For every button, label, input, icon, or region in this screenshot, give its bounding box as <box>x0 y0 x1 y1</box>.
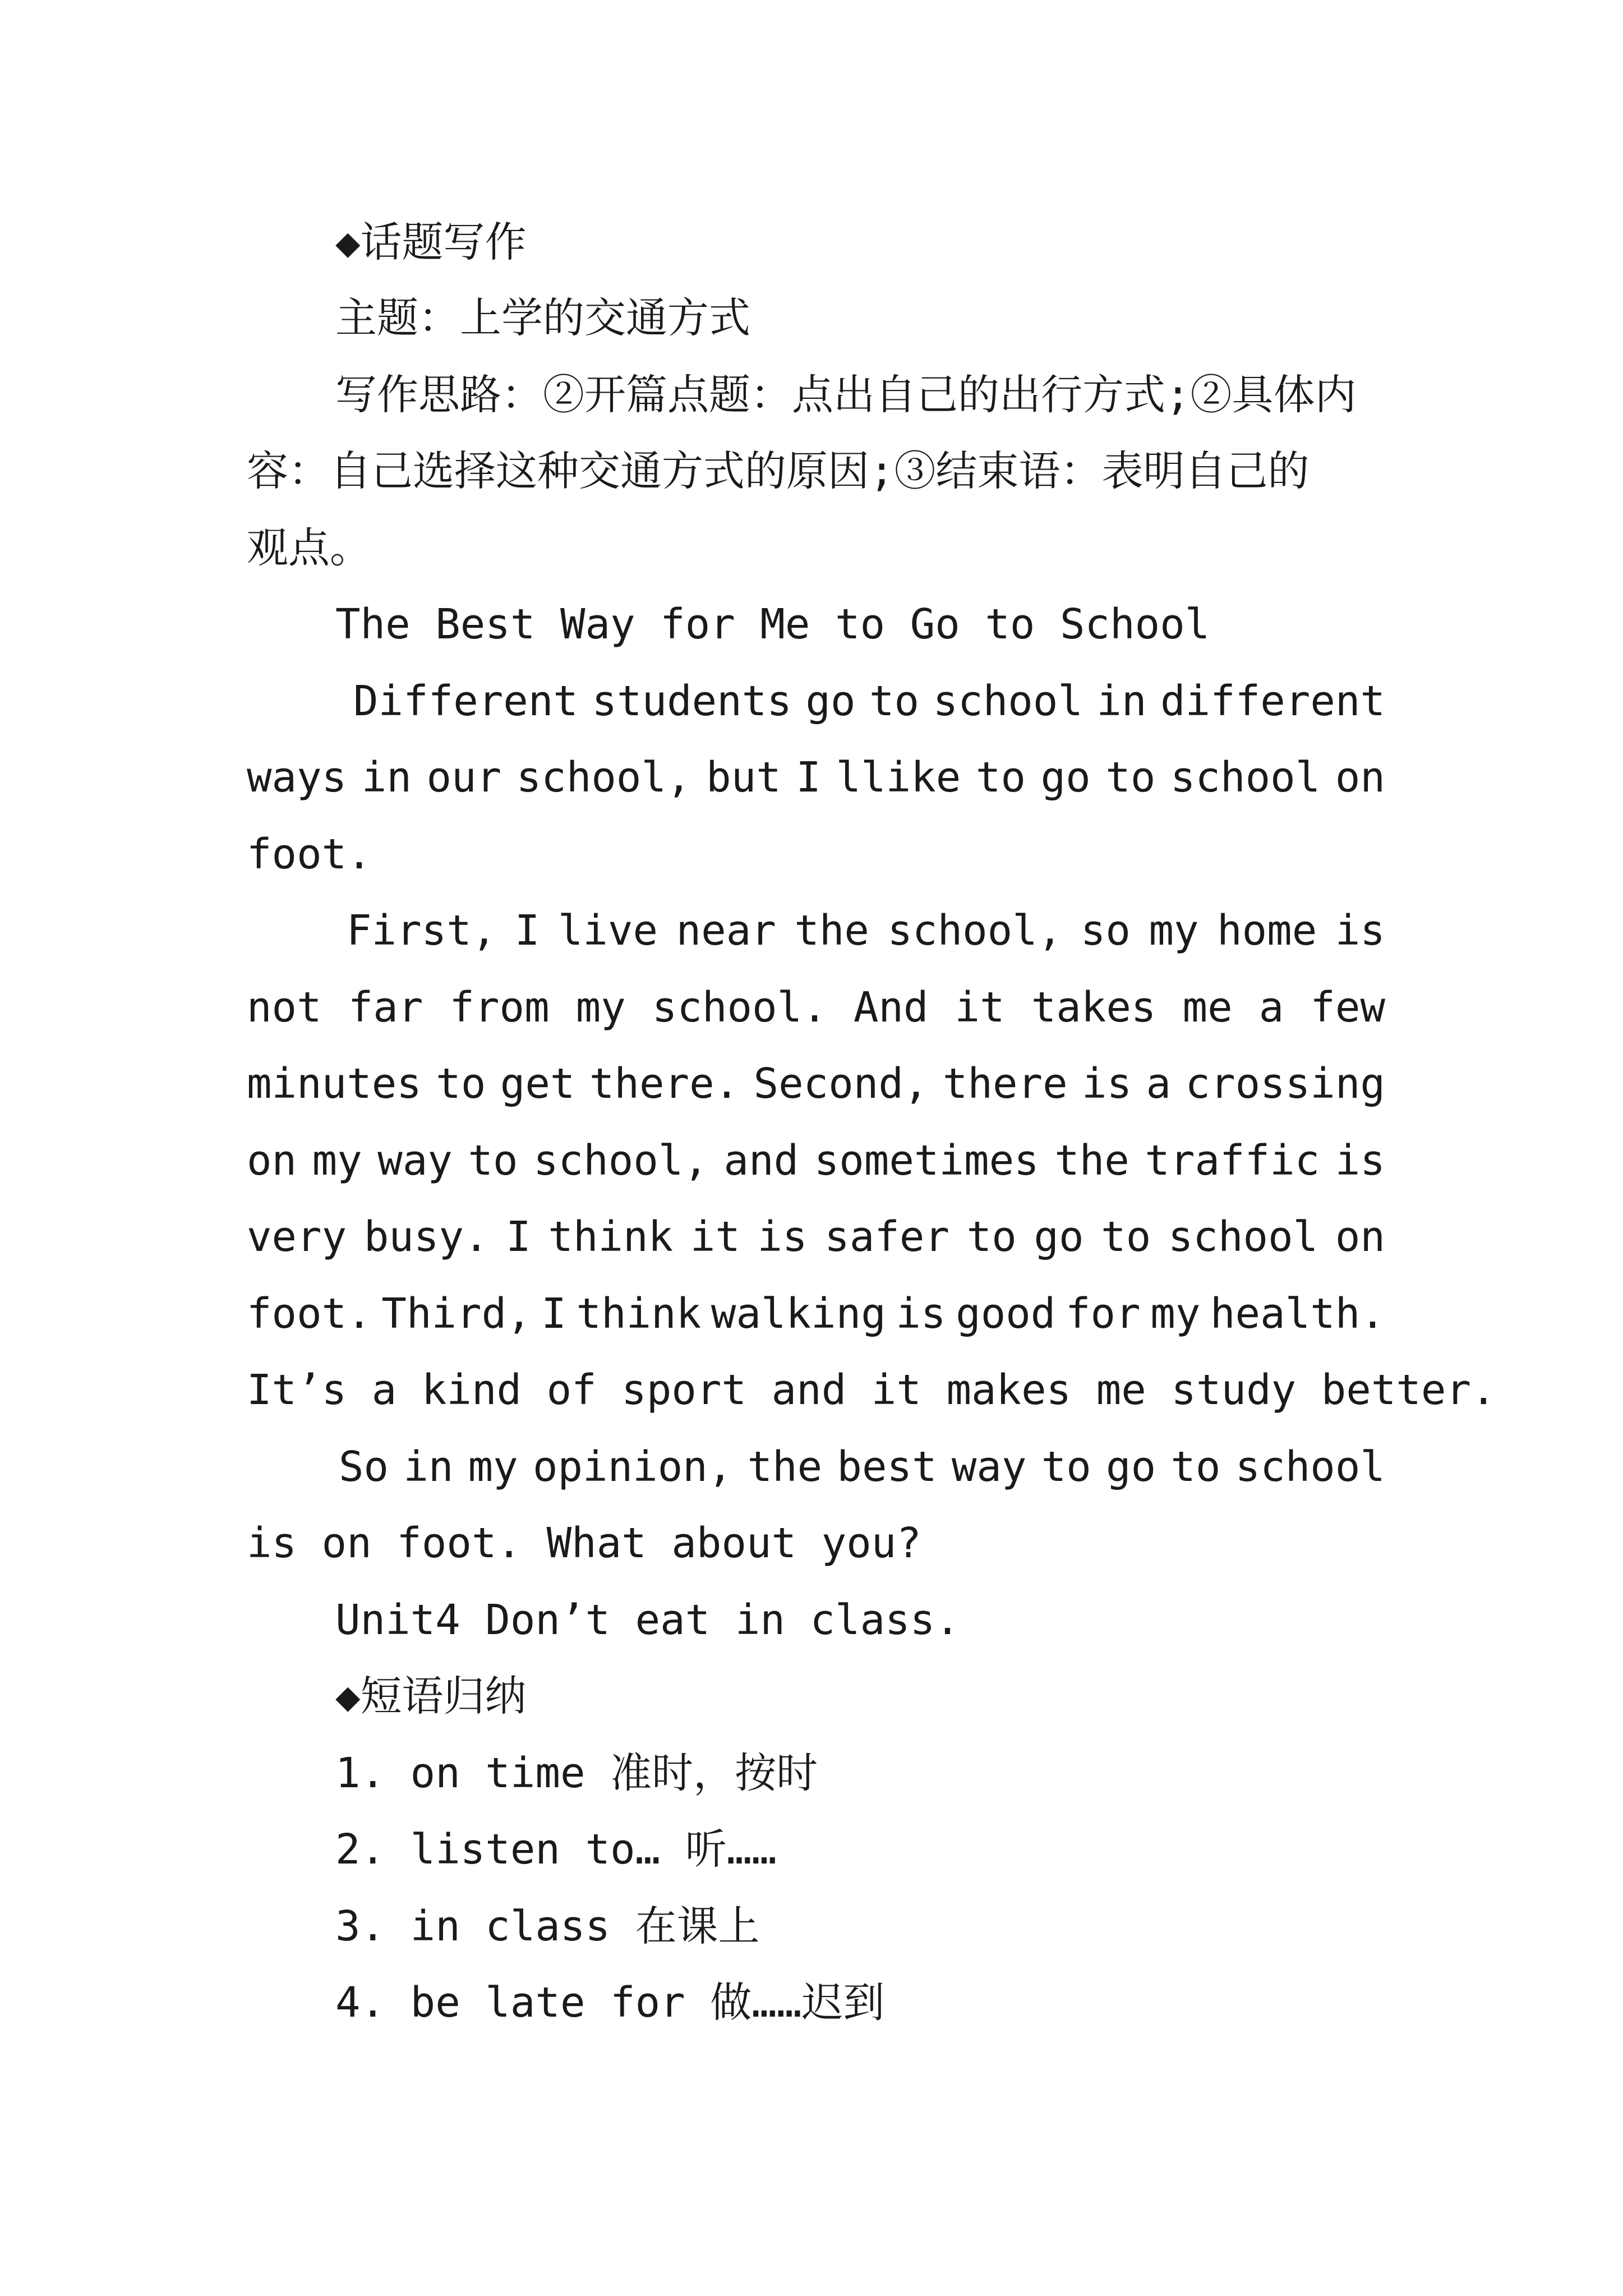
essay-word: go <box>1040 753 1091 802</box>
essay-word: school, <box>533 1137 708 1185</box>
essay-word: Second, <box>753 1060 929 1108</box>
essay-word: home <box>1217 907 1317 955</box>
essay-word: to <box>975 753 1026 802</box>
essay-word: live <box>557 907 658 955</box>
essay-word: to <box>1041 1443 1091 1491</box>
essay-word: get <box>500 1060 575 1108</box>
essay-word: I <box>514 907 540 955</box>
essay-word: Different <box>353 677 578 725</box>
essay-word: different <box>1160 677 1385 725</box>
essay-word: walking <box>711 1290 886 1338</box>
essay-word: students <box>592 677 792 725</box>
essay-word: the <box>747 1443 823 1491</box>
essay-p2-line-6 <box>247 1290 1385 1338</box>
topic-writing-header: ◆话题写作 <box>335 218 527 266</box>
essay-word: is <box>757 1213 808 1261</box>
essay-word: my <box>468 1443 518 1491</box>
essay-word: on <box>1335 753 1385 802</box>
phrase-item: 3. in class 在课上 <box>335 1902 760 1950</box>
essay-word: school <box>1168 1213 1318 1261</box>
essay-p2-line-2 <box>247 983 1385 1032</box>
essay-p3-line-2: is on foot. What about you? <box>247 1519 921 1567</box>
essay-word: school. <box>652 983 827 1032</box>
essay-word: crossing <box>1185 1060 1385 1108</box>
essay-word: is <box>1335 907 1385 955</box>
topic-theme: 主题：上学的交通方式 <box>335 294 750 342</box>
essay-word: there. <box>589 1060 740 1108</box>
essay-word: foot. <box>247 1290 372 1338</box>
essay-word: the <box>1054 1137 1129 1185</box>
essay-word: me <box>1182 983 1233 1032</box>
phrases-header: ◆短语归纳 <box>335 1672 527 1720</box>
phrase-item: 4. be late for 做……迟到 <box>335 1978 885 2027</box>
essay-word: good <box>956 1290 1056 1338</box>
essay-title: The Best Way for Me to Go to School <box>335 600 1210 648</box>
essay-word: from <box>449 983 550 1032</box>
essay-word: Third, <box>381 1290 532 1338</box>
essay-word: go <box>805 677 856 725</box>
essay-word: to <box>1101 1213 1151 1261</box>
essay-word: So <box>339 1443 389 1491</box>
essay-word: far <box>348 983 423 1032</box>
essay-p1-line-3: foot. <box>247 830 372 878</box>
essay-p2-line-7: It’s a kind of sport and it makes me study better. <box>247 1366 1496 1414</box>
essay-word: sometimes <box>814 1137 1039 1185</box>
essay-word: on <box>1335 1213 1385 1261</box>
essay-word: to <box>1105 753 1156 802</box>
essay-word: there <box>942 1060 1068 1108</box>
essay-word: my <box>1150 1290 1201 1338</box>
essay-word: our <box>426 753 502 802</box>
essay-word: school <box>1235 1443 1385 1491</box>
essay-word: school <box>1170 753 1321 802</box>
essay-word: traffic <box>1145 1137 1320 1185</box>
essay-word: school <box>933 677 1083 725</box>
essay-p1-line-2 <box>247 753 1385 802</box>
phrase-item: 1. on time 准时，按时 <box>335 1749 818 1797</box>
essay-p2-line-3 <box>247 1060 1385 1108</box>
essay-word: in <box>361 753 412 802</box>
essay-word: school, <box>887 907 1063 955</box>
essay-p1-line-1 <box>353 677 1385 725</box>
essay-word: to <box>966 1213 1017 1261</box>
essay-word: llike <box>836 753 961 802</box>
unit-title: Unit4 Don’t eat in class. <box>335 1596 960 1644</box>
essay-word: busy. <box>363 1213 489 1261</box>
essay-p2-line-1 <box>347 907 1385 955</box>
essay-word: is <box>1335 1137 1385 1185</box>
essay-word: to <box>436 1060 486 1108</box>
essay-word: opinion, <box>532 1443 733 1491</box>
essay-word: it <box>955 983 1005 1032</box>
essay-word: it <box>690 1213 740 1261</box>
essay-p3-line-1 <box>339 1443 1385 1491</box>
essay-word: not <box>247 983 322 1032</box>
essay-word: on <box>247 1137 297 1185</box>
essay-word: ways <box>247 753 347 802</box>
essay-word: a <box>1258 983 1284 1032</box>
essay-word: my <box>1149 907 1199 955</box>
essay-word: but <box>706 753 781 802</box>
essay-word: minutes <box>247 1060 422 1108</box>
essay-word: think <box>576 1290 702 1338</box>
writing-approach-line-3: 观点。 <box>247 524 371 572</box>
essay-word: my <box>575 983 626 1032</box>
essay-word: to <box>869 677 920 725</box>
essay-word: think <box>548 1213 674 1261</box>
essay-word: takes <box>1031 983 1156 1032</box>
essay-word: is <box>896 1290 946 1338</box>
essay-word: and <box>723 1137 799 1185</box>
essay-word: in <box>1096 677 1147 725</box>
essay-word: near <box>676 907 776 955</box>
essay-word: few <box>1310 983 1385 1032</box>
essay-word: my <box>312 1137 362 1185</box>
essay-p2-line-4 <box>247 1137 1385 1185</box>
essay-word: First, <box>347 907 497 955</box>
essay-word: way <box>951 1443 1027 1491</box>
writing-approach-line-2: 容：自己选择这种交通方式的原因;③结束语：表明自己的 <box>247 447 1310 495</box>
essay-word: And <box>853 983 929 1032</box>
essay-word: I <box>541 1290 566 1338</box>
essay-word: in <box>403 1443 454 1491</box>
essay-word: school, <box>516 753 691 802</box>
essay-word: to <box>468 1137 518 1185</box>
phrase-item: 2. listen to… 听…… <box>335 1825 777 1874</box>
essay-word: very <box>247 1213 347 1261</box>
essay-word: go <box>1034 1213 1084 1261</box>
essay-word: so <box>1080 907 1131 955</box>
essay-word: the <box>794 907 869 955</box>
essay-word: is <box>1082 1060 1132 1108</box>
essay-word: safer <box>824 1213 950 1261</box>
essay-word: go <box>1106 1443 1156 1491</box>
essay-word: I <box>506 1213 531 1261</box>
essay-word: way <box>377 1137 453 1185</box>
essay-p2-line-5 <box>247 1213 1385 1261</box>
essay-word: health. <box>1210 1290 1385 1338</box>
essay-word: to <box>1170 1443 1221 1491</box>
essay-word: a <box>1146 1060 1172 1108</box>
essay-word: for <box>1065 1290 1141 1338</box>
essay-word: I <box>796 753 821 802</box>
essay-word: best <box>837 1443 937 1491</box>
writing-approach-line-1: 写作思路：②开篇点题：点出自己的出行方式;②具体内 <box>335 371 1357 419</box>
